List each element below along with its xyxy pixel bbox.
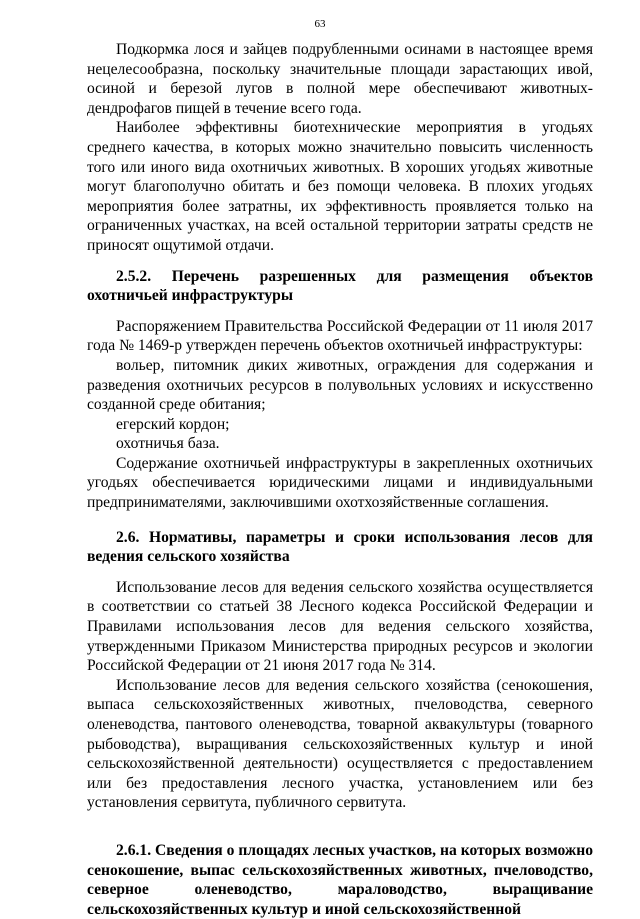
list-item-enclosures: вольер, питомник диких животных, ограждения для содержания и разведения охотничьих ресурсов в полувольных условиях и искусственно созданной среде обитания; bbox=[87, 356, 593, 414]
section-heading-2-5-2: 2.5.2. Перечень разрешенных для размещения объектов охотничьей инфраструктуры bbox=[87, 267, 593, 305]
paragraph-government-order: Распоряжением Правительства Российской Федерации от 11 июля 2017 года № 1469-р утвержден перечень объектов охотничьей инфраструктуры: bbox=[87, 317, 593, 355]
paragraph-feeding: Подкормка лося и зайцев подрубленными осинами в настоящее время нецелесообразна, поскольку значительные площади зарастающих ивой, осиной и березой лугов в полной мере обеспечивают животных-дендрофагов пищей в течение всего года. bbox=[87, 41, 593, 117]
paragraph-infrastructure-maintenance: Содержание охотничьей инфраструктуры в закрепленных охотничьих угодьях обеспечивается юридическими лицами и индивидуальными предпринимателями, заключившими охотхозяйственные соглашения. bbox=[87, 454, 593, 512]
section-heading-2-6-1: 2.6.1. Сведения о площадях лесных участков, на которых возможно сенокошение, выпас сельскохозяйственных животных, пчеловодство, северное оленеводство, мараловодство, выращивание сельскохозяйственных культур и иной сельскохозяйственной bbox=[87, 841, 593, 918]
section-heading-2-6: 2.6. Нормативы, параметры и сроки использования лесов для ведения сельского хозяйства bbox=[87, 528, 593, 566]
paragraph-forest-use-types: Использование лесов для ведения сельского хозяйства (сенокошения, выпаса сельскохозяйственных животных, пчеловодства, северного оленеводства, пантового оленеводства, товарной аквакультуры (товарного рыбоводства), выращивания сельскохозяйственных культур и иной сельскохозяйственной деятельности) осуществляется с предоставлением или без предоставления лесного участка, установлением или без установления сервитута, публичного сервитута. bbox=[87, 676, 593, 812]
page-number: 63 bbox=[314, 18, 326, 30]
list-item-ranger-post: егерский кордон; bbox=[116, 415, 230, 433]
paragraph-biotechnical-measures: Наиболее эффективны биотехнические мероприятия в угодьях среднего качества, в которых можно значительно повысить численность того или иного вида охотничьих животных. В хороших угодьях животные могут благополучно обитать и без помощи человека. В плохих угодьях мероприятия более затратны, их эффективность проявляется только на ограниченных участках, на всей остальной территории затраты средств не приносят ощутимой отдачи. bbox=[87, 119, 593, 254]
page-content bbox=[87, 40, 593, 919]
list-item-hunting-base: охотничья база. bbox=[116, 435, 220, 453]
paragraph-forest-use-basis: Использование лесов для ведения сельского хозяйства осуществляется в соответствии со статьей 38 Лесного кодекса Российской Федерации и Правилами использования лесов для ведения сельского хозяйства, утвержденными Приказом Министерства природных ресурсов и экологии Российской Федерации от 21 июня 2017 года № 314. bbox=[87, 578, 593, 675]
